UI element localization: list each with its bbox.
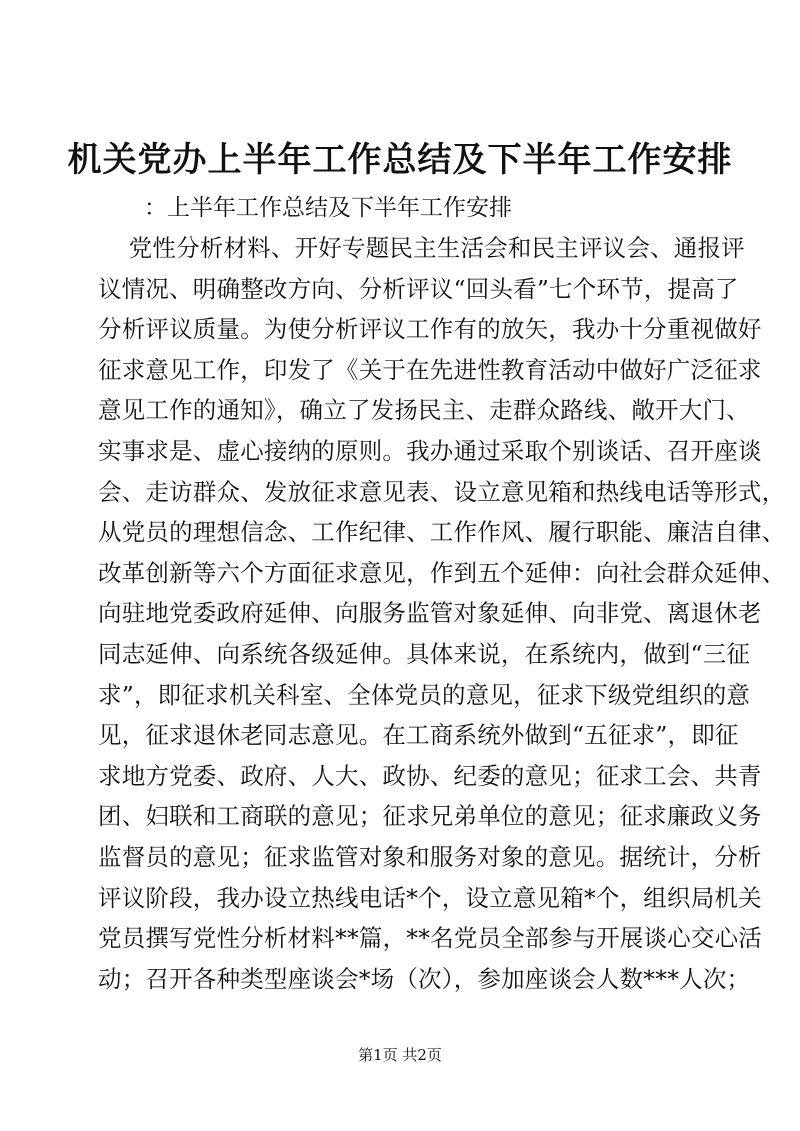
- body-line: 党性分析材料、开好专题民主生活会和民主评议会、通报评: [98, 234, 745, 262]
- body-line: 征求意见工作，印发了《关于在先进性教育活动中做好广泛征求: [98, 355, 762, 384]
- page-footer: 第1页 共2页: [358, 1046, 442, 1064]
- body-line: 会、走访群众、发放征求意见表、设立意见箱和热线电话等形式，: [98, 477, 786, 506]
- body-line: 见，征求退休老同志意见。在工商系统外做到“五征求”，即征: [98, 721, 739, 750]
- body-line: 意见工作的通知》，确立了发扬民主、走群众路线、敞开大门、: [98, 396, 750, 425]
- document-subtitle: ：上半年工作总结及下半年工作安排: [144, 195, 512, 221]
- body-line: 同志延伸、向系统各级延伸。具体来说，在系统内，做到“三征: [98, 639, 751, 668]
- body-line: 分析评议质量。为使分析评议工作有的放矢，我办十分重视做好: [98, 315, 762, 344]
- body-line: 向驻地党委政府延伸、向服务监管对象延伸、向非党、离退休老: [98, 599, 762, 628]
- document-body: [98, 228, 786, 999]
- body-line: 求地方党委、政府、人大、政协、纪委的意见；征求工会、共青: [98, 761, 762, 790]
- body-line: 实事求是、虚心接纳的原则。我办通过采取个别谈话、召开座谈: [98, 436, 762, 465]
- body-line: 议情况、明确整改方向、分析评议“回头看”七个环节，提高了: [98, 274, 739, 303]
- body-line: 求”，即征求机关科室、全体党员的意见，征求下级党组织的意: [98, 680, 751, 709]
- body-line: 监督员的意见；征求监管对象和服务对象的意见。据统计，分析: [98, 842, 762, 871]
- body-line: 团、妇联和工商联的意见；征求兄弟单位的意见；征求廉政义务: [98, 802, 762, 831]
- document-title: 机关党办上半年工作总结及下半年工作安排: [67, 140, 733, 180]
- body-line: 从党员的理想信念、工作纪律、工作作风、履行职能、廉洁自律、: [98, 518, 786, 547]
- body-line: 改革创新等六个方面征求意见，作到五个延伸：向社会群众延伸、: [98, 558, 786, 587]
- body-line: 评议阶段，我办设立热线电话*个，设立意见箱*个，组织局机关: [98, 883, 762, 912]
- body-line: 党员撰写党性分析材料**篇，**名党员全部参与开展谈心交心活: [98, 924, 762, 953]
- body-line: 动；召开各种类型座谈会*场（次），参加座谈会人数***人次；: [98, 964, 751, 993]
